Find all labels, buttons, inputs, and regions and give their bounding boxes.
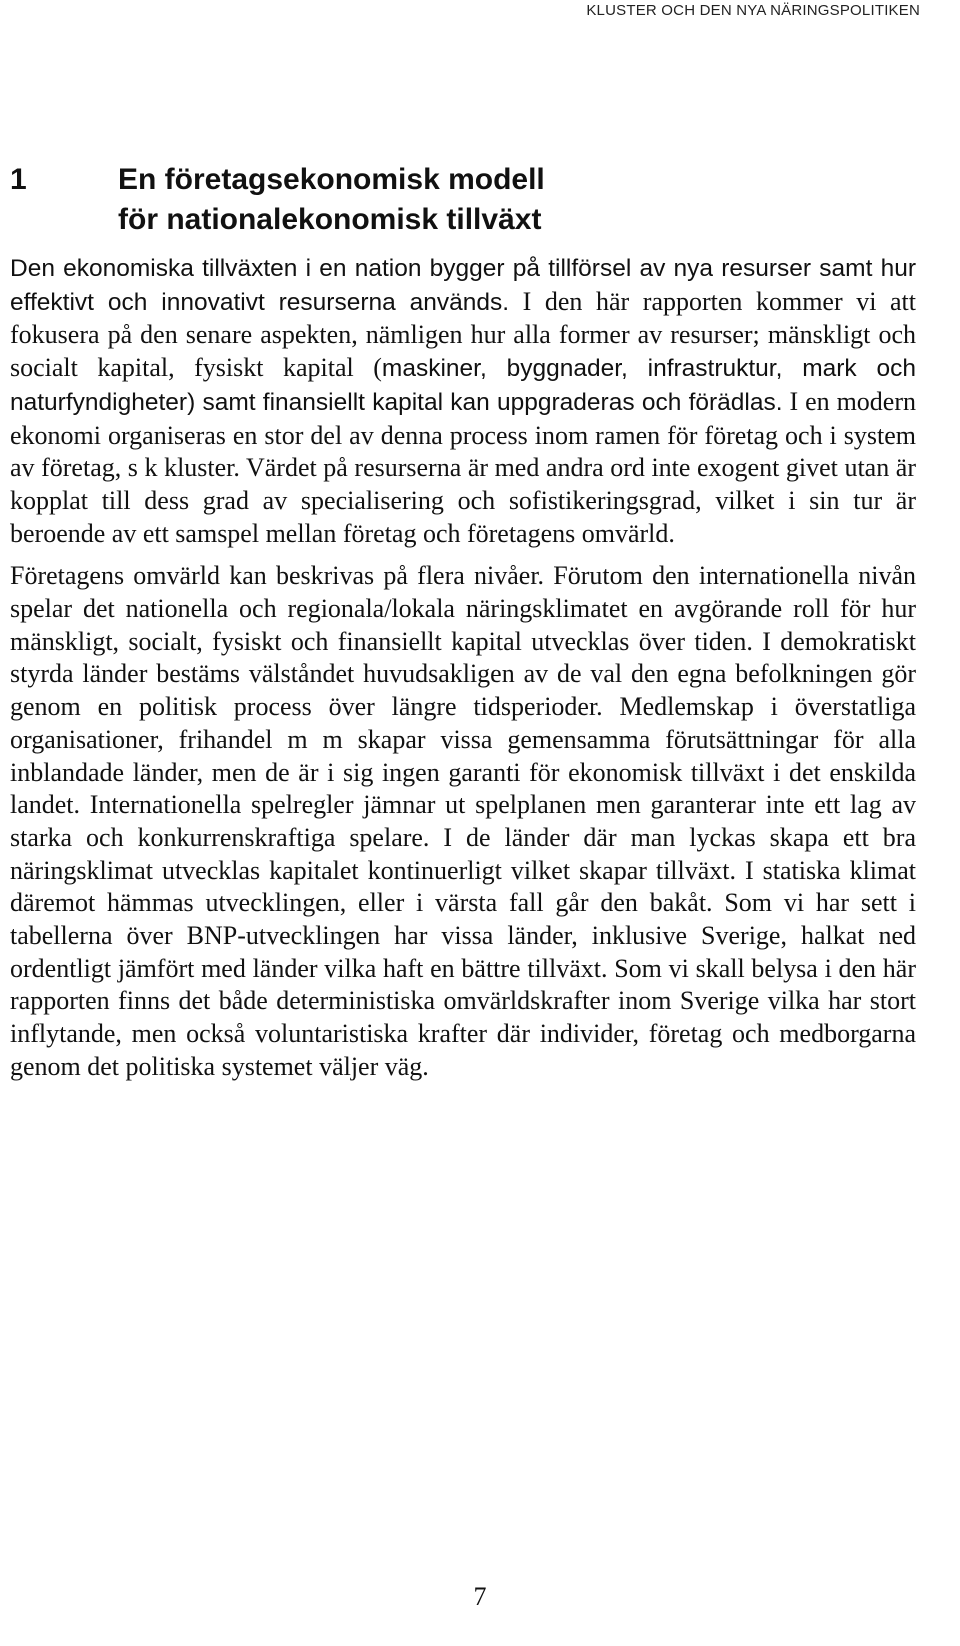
body-text <box>10 252 916 1084</box>
paragraph-2-run-1: Företagens omvärld kan beskrivas på flera nivåer. Förutom den internationella nivån spelar det nationella och regionala/lokala näringsklimatet en avgörande roll för hur mänskligt, socialt, fysiskt och finansiellt kapital utvecklas över tiden. I demokratiskt styrda länder bestäms välståndet huvudsakligen av de val den egna befolkningen gör genom en politisk process över längre tidsperioder. Medlemskap i överstatliga organisationer, frihandel m m skapar vissa gemensamma förutsättningar för alla inblandade länder, men de är i sig ingen garanti för ekonomisk tillväxt i det enskilda landet. Internationella spelregler jämnar ut spelplanen men garanterar inte ett lag av starka och konkurrenskraftiga spelare. I de länder där man lyckas skapa ett bra näringsklimat utvecklas kapitalet kontinuerligt vilket skapar tillväxt. I statiska klimat däremot hämmas utvecklingen, eller i värsta fall går den bakåt. Som vi har sett i tabellerna över BNP-utvecklingen har vissa länder, inklusive Sverige, halkat ned ordentligt jämfört med länder vilka haft en bättre tillväxt. Som vi skall belysa i den här rapporten finns det både deterministiska omvärldskrafter inom Sverige vilka har stort inflytande, men också voluntaristiska krafter där individer, företag och medborgarna genom det politiska systemet väljer väg. <box>10 561 916 1081</box>
paragraph-1-run-1: Den ekonomiska tillväxten i en nation bygger på tillförsel av nya resurser samt hur effektivt och innovativt resurserna används. <box>10 255 916 316</box>
paragraph-1-run-2: I den här rapporten kommer vi att fokusera på den senare aspekten, nämligen hur alla former av resurser; mänskligt och socialt kapital, fysiskt kapital ( <box>10 286 916 383</box>
paragraph-1-run-4: I en modern ekonomi organiseras en stor del av denna process inom ramen för företag och i system av företag, s k kluster. Värdet på resurserna är med andra ord inte exogent givet utan är kopplat till dess grad av specialisering och sofistikeringsgrad, vilket i sin tur är beroende av ett samspel mellan företag och företagens omvärld. <box>10 386 917 548</box>
chapter-heading <box>10 160 930 240</box>
running-header: KLUSTER OCH DEN NYA NÄRINGSPOLITIKEN <box>586 2 920 19</box>
chapter-number: 1 <box>10 163 27 196</box>
page-number: 7 <box>473 1582 487 1611</box>
paragraph-1-run-3: maskiner, byggnader, infrastruktur, mark och naturfyndigheter) samt finansiellt kapital kan uppgraderas och förädlas. <box>10 355 916 416</box>
chapter-title: En företagsekonomisk modell för nationalekonomisk tillväxt <box>118 163 545 236</box>
paragraph-2 <box>10 560 916 1083</box>
paragraph-1 <box>10 252 916 550</box>
